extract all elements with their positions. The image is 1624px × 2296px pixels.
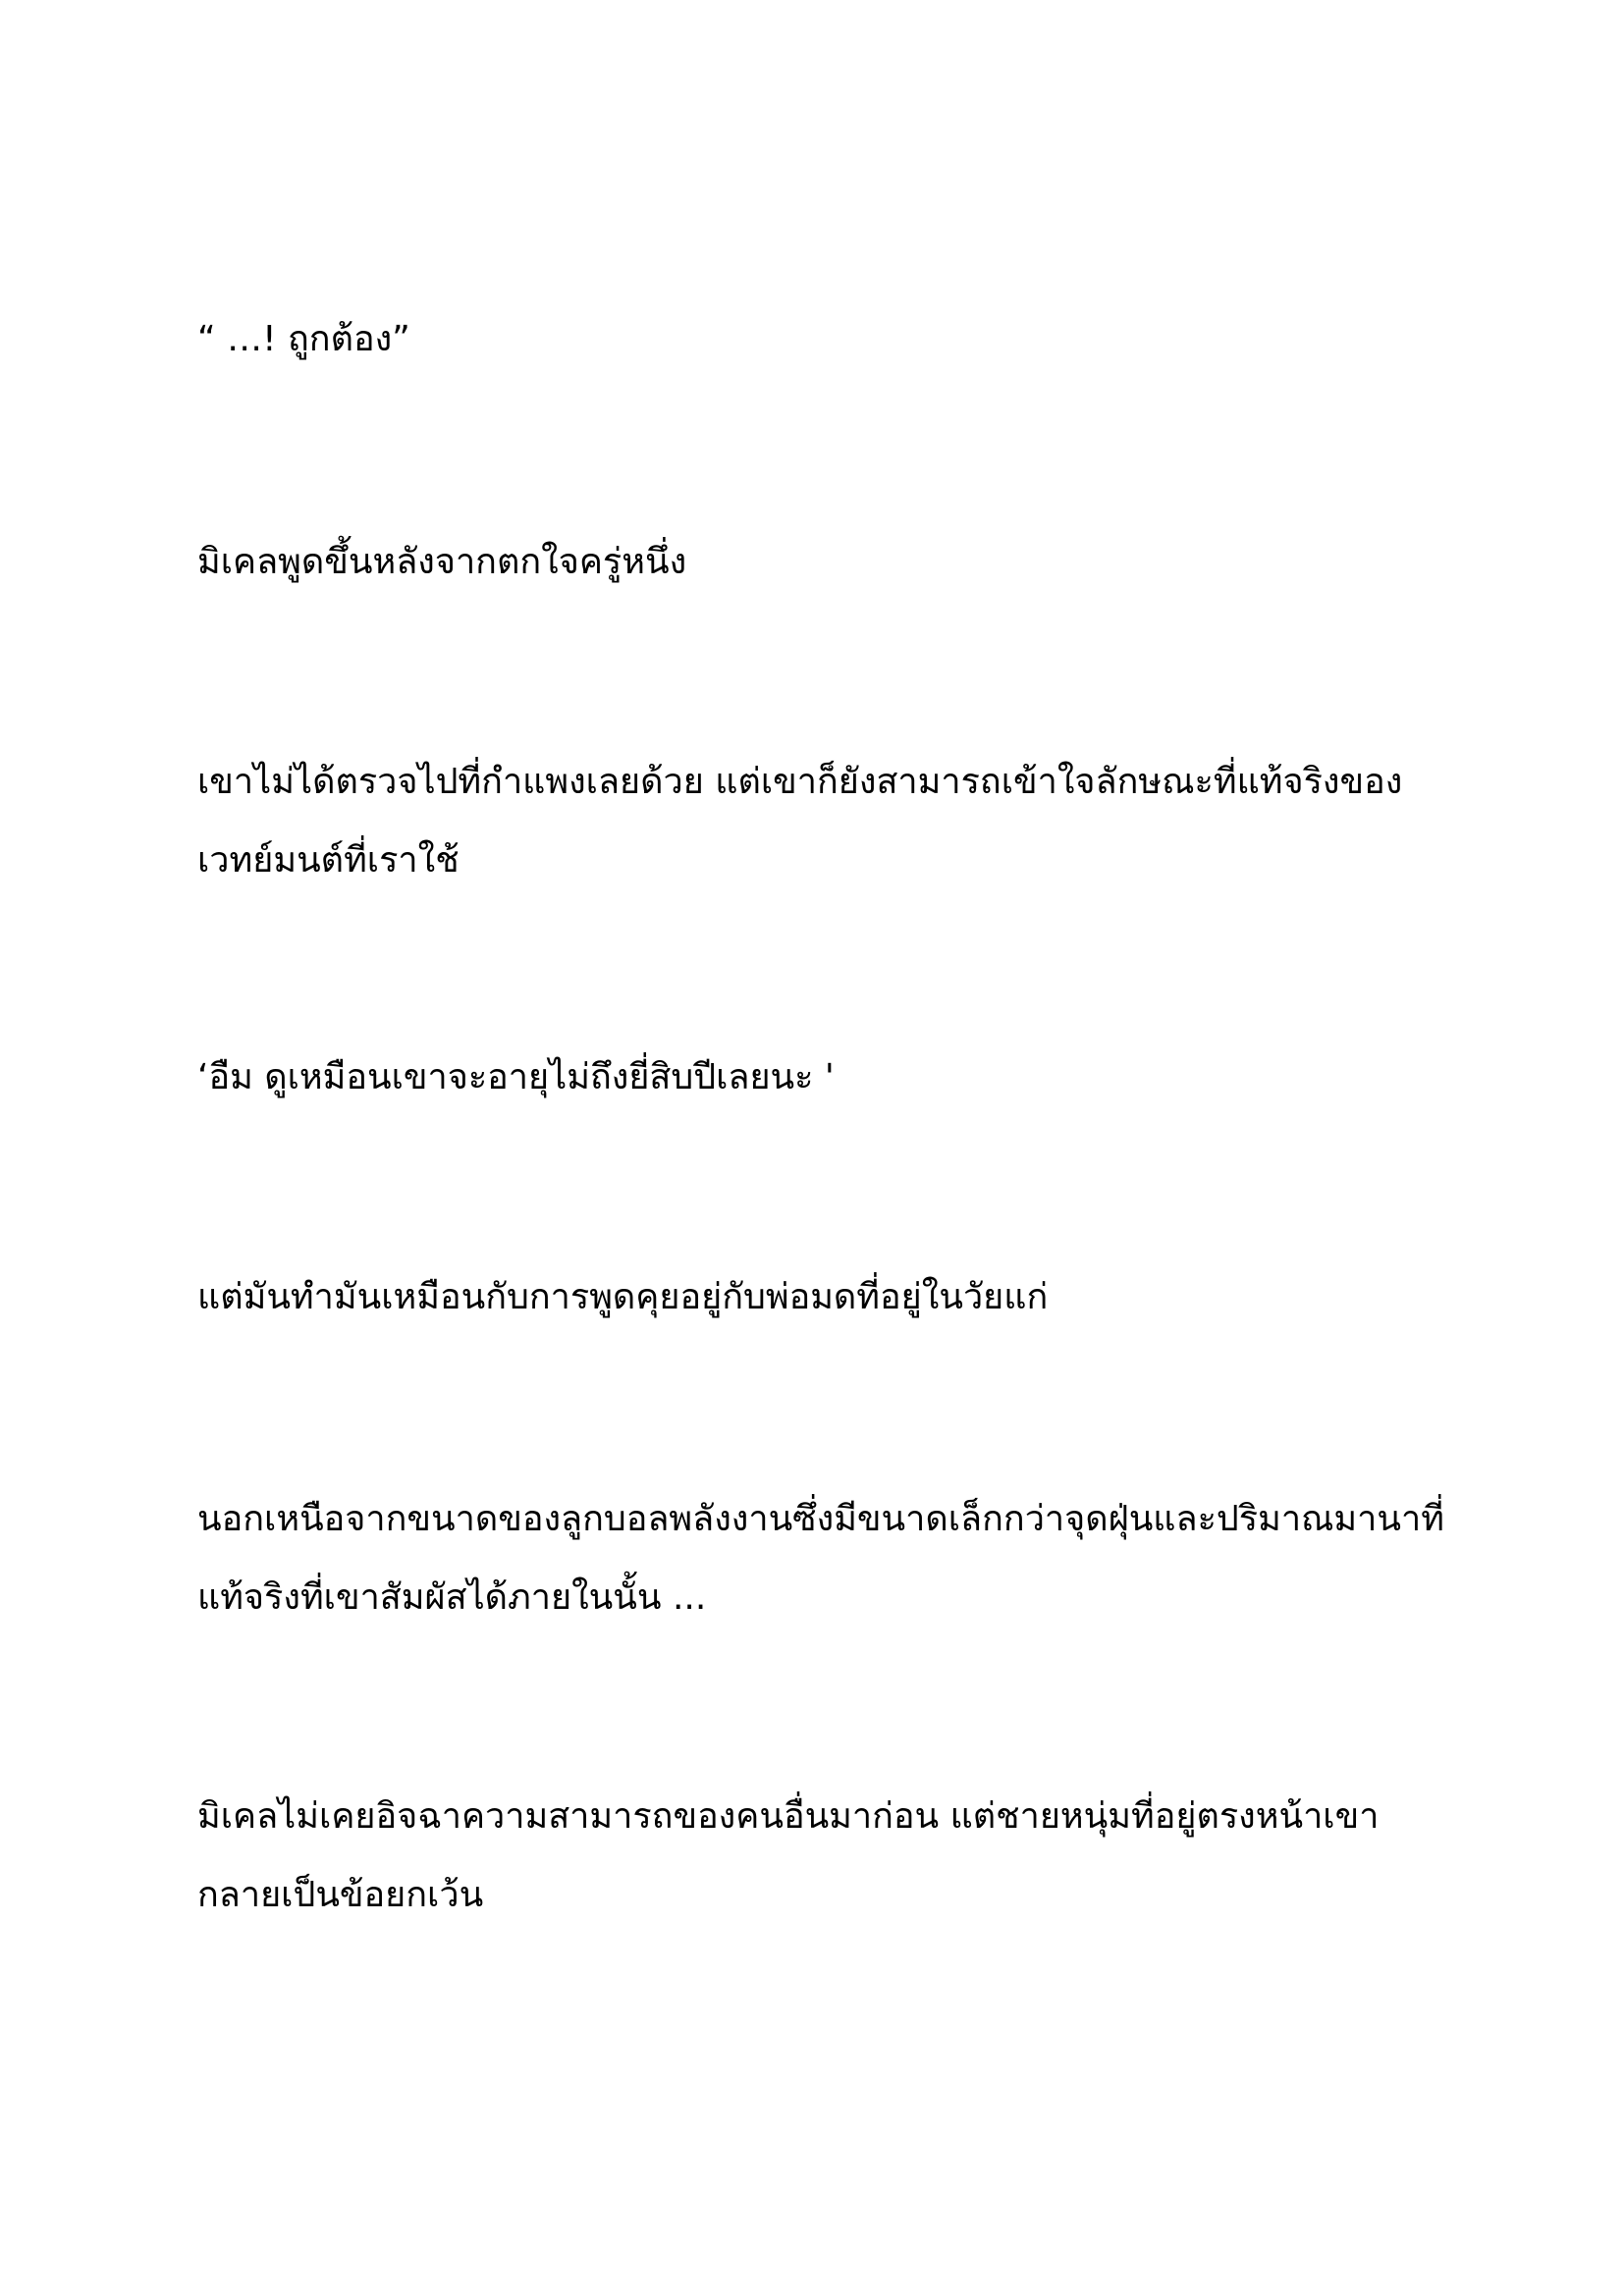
text-line: กลายเป็นข้อยกเว้น <box>197 1875 484 1915</box>
paragraph-wall-magic <box>197 743 1474 900</box>
text-line: เวทย์มนต์ที่เราใช้ <box>197 840 460 881</box>
paragraph-michel-speaks <box>197 523 1474 602</box>
text-line: “ …! ถูกต้อง” <box>197 319 410 359</box>
paragraph-energy-ball <box>197 1480 1474 1637</box>
paragraph-old-wizard <box>197 1258 1474 1337</box>
text-line: นอกเหนือจากขนาดของลูกบอลพลังงานซึ่งมีขนาดเล็กกว่าจุดฝุ่นและปริมาณมานาที่ <box>197 1499 1444 1539</box>
text-line: มิเคลพูดขึ้นหลังจากตกใจครู่หนึ่ง <box>197 542 687 582</box>
paragraph-dialogue-correct <box>197 300 1474 379</box>
paragraph-thought-age <box>197 1039 1474 1117</box>
text-line: เขาไม่ได้ตรวจไปที่กำแพงเลยด้วย แต่เขาก็ยังสามารถเข้าใจลักษณะที่แท้จริงของ <box>197 762 1403 802</box>
text-line: มิเคลไม่เคยอิจฉาความสามารถของคนอื่นมาก่อน แต่ชายหนุ่มที่อยู่ตรงหน้าเขา <box>197 1796 1380 1837</box>
text-line: แต่มันทำมันเหมือนกับการพูดคุยอยู่กับพ่อมดที่อยู่ในวัยแก่ <box>197 1277 1049 1317</box>
text-line: แท้จริงที่เขาสัมผัสได้ภายในนั้น ... <box>197 1577 707 1618</box>
text-line: ‘อืม ดูเหมือนเขาจะอายุไม่ถึงยี่สิบปีเลยนะ ' <box>197 1057 835 1097</box>
paragraph-envy-exception <box>197 1778 1474 1935</box>
